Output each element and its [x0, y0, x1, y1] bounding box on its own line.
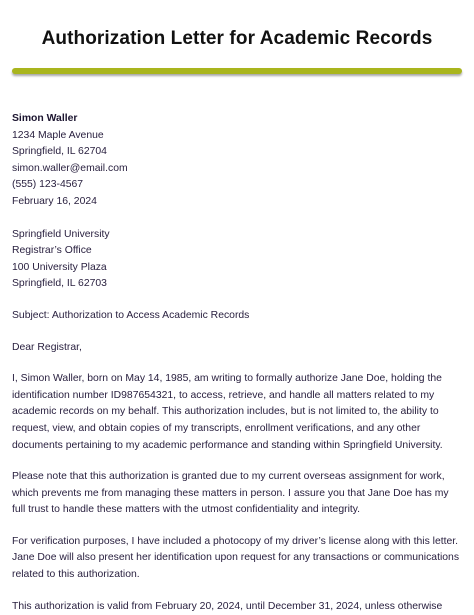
recipient-org: Springfield University: [12, 228, 110, 240]
sender-phone: (555) 123-4567: [12, 179, 84, 191]
letter-date: February 16, 2024: [12, 195, 97, 207]
title-divider: [12, 68, 462, 74]
letter-body: [12, 111, 464, 615]
body-paragraph: This authorization is valid from February 20, 2024, until December 31, 2024, unless otherwise: [12, 600, 443, 612]
subject-line: Subject: Authorization to Access Academic Records: [12, 309, 250, 321]
sender-street: 1234 Maple Avenue: [12, 129, 104, 141]
salutation: Dear Registrar,: [12, 341, 82, 353]
sender-city: Springfield, IL 62704: [12, 146, 107, 158]
document-title: Authorization Letter for Academic Records: [41, 28, 433, 49]
sender-email: simon.waller@email.com: [12, 162, 128, 174]
recipient-street: 100 University Plaza: [12, 261, 107, 273]
body-paragraph: Please note that this authorization is granted due to my current overseas assignment for work, which prevents me from managing these matters in person. I assure you that Jane Doe has my full trust to handle these matters with the utmost confidentiality and integrity.: [12, 471, 449, 516]
spacer: [12, 293, 464, 308]
recipient-dept: Registrar’s Office: [12, 245, 92, 257]
body-paragraph: For verification purposes, I have included a photocopy of my driver’s license along with this letter. Jane Doe will also present her identification upon request for any transactions or communications related to this authorization.: [12, 535, 460, 581]
recipient-address: [12, 227, 464, 293]
sender-name: Simon Waller: [12, 113, 78, 124]
sender-address: [12, 111, 464, 211]
body-paragraph: I, Simon Waller, born on May 14, 1985, am writing to formally authorize Jane Doe, holding the identification number ID987654321, to access, retrieve, and handle all matters related to my academic records on my behalf. This authorization includes, but is not limited to, the ability to request, view, and obtain copies of my transcripts, enrollment verifications, and any other documents pertaining to my academic performance and standing within Springfield University.: [12, 373, 443, 451]
spacer: [12, 211, 464, 227]
recipient-city: Springfield, IL 62703: [12, 278, 107, 290]
